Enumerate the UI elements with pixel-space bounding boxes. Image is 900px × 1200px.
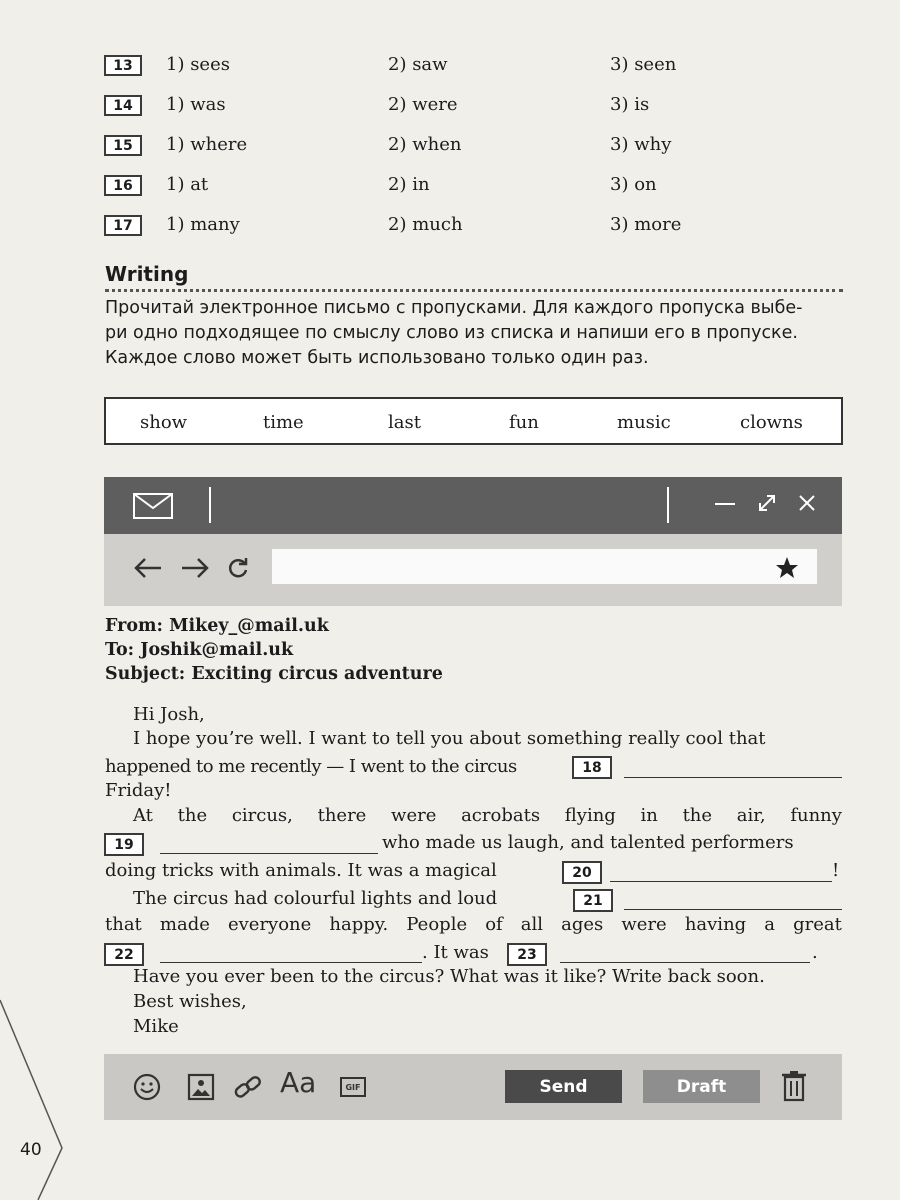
word: ages <box>561 914 604 935</box>
back-arrow-icon[interactable] <box>133 556 163 580</box>
word: air, <box>736 805 766 826</box>
word-option: music <box>617 412 671 433</box>
mail-punctuation: . <box>812 942 818 963</box>
answer-line[interactable] <box>624 777 842 778</box>
mail-punctuation: ! <box>832 860 840 881</box>
word: At <box>133 805 153 826</box>
minimize-icon[interactable] <box>713 494 737 514</box>
option-1: 1) many <box>166 214 240 235</box>
answer-line[interactable] <box>610 881 832 882</box>
answer-line[interactable] <box>560 962 810 963</box>
instruction-line: Прочитай электронное письмо с пропусками. Для каждого пропуска выбе- <box>105 298 803 318</box>
word: great <box>793 914 842 935</box>
mail-line: happened to me recently — I went to the circus <box>105 756 517 777</box>
word: People <box>406 914 468 935</box>
answer-line[interactable] <box>624 909 842 910</box>
star-icon[interactable] <box>775 556 799 579</box>
gap-number: 18 <box>572 756 612 779</box>
option-3: 3) is <box>610 94 650 115</box>
mail-line <box>133 805 842 826</box>
instruction-line: ри одно подходящее по смыслу слово из списка и напиши его в пропуске. <box>105 323 798 343</box>
mail-line: who made us laugh, and talented performers <box>382 832 794 853</box>
option-1: 1) at <box>166 174 209 195</box>
gap-number: 20 <box>562 861 602 884</box>
emoji-icon[interactable] <box>133 1073 161 1101</box>
gap-number: 19 <box>104 833 144 856</box>
address-bar[interactable] <box>272 549 817 584</box>
titlebar-divider <box>209 487 211 523</box>
mail-subject: Subject: Exciting circus adventure <box>105 664 443 684</box>
word: the <box>682 805 713 826</box>
word-option: clowns <box>740 412 803 433</box>
instruction-line: Каждое слово может быть использовано только один раз. <box>105 348 649 368</box>
image-icon[interactable] <box>187 1073 215 1101</box>
font-format-icon[interactable]: Aa <box>280 1066 317 1099</box>
word: all <box>520 914 544 935</box>
send-button[interactable]: Send <box>505 1070 622 1103</box>
option-2: 2) in <box>388 174 430 195</box>
option-1: 1) where <box>166 134 248 155</box>
gap-number: 22 <box>104 943 144 966</box>
word: in <box>640 805 658 826</box>
link-icon[interactable] <box>233 1073 263 1101</box>
option-3: 3) on <box>610 174 657 195</box>
titlebar-divider <box>667 487 669 523</box>
section-title: Writing <box>105 262 189 286</box>
word: having <box>684 914 747 935</box>
option-1: 1) sees <box>166 54 230 75</box>
gap-number: 23 <box>507 943 547 966</box>
option-2: 2) were <box>388 94 458 115</box>
page-tab-outline <box>0 980 70 1200</box>
page-number: 40 <box>20 1140 42 1160</box>
maximize-icon[interactable] <box>756 492 778 514</box>
envelope-icon <box>133 493 173 519</box>
mail-to: To: Joshik@mail.uk <box>105 640 294 660</box>
mail-line <box>105 914 842 935</box>
word-option: last <box>388 412 421 433</box>
word: happy. <box>329 914 389 935</box>
word: were <box>621 914 667 935</box>
question-number: 15 <box>104 135 142 156</box>
mail-line: Friday! <box>105 780 172 801</box>
close-icon[interactable] <box>797 493 817 513</box>
option-2: 2) much <box>388 214 463 235</box>
word: circus, <box>231 805 293 826</box>
word: that <box>105 914 142 935</box>
word-bank <box>104 397 843 445</box>
mail-closing: Best wishes, <box>133 991 247 1012</box>
option-3: 3) seen <box>610 54 677 75</box>
mail-line: I hope you’re well. I want to tell you about something really cool that <box>133 728 766 749</box>
option-1: 1) was <box>166 94 226 115</box>
option-3: 3) more <box>610 214 682 235</box>
answer-line[interactable] <box>160 853 378 854</box>
mail-line: . It was <box>422 942 489 963</box>
mail-greeting: Hi Josh, <box>133 704 205 725</box>
question-number: 16 <box>104 175 142 196</box>
option-2: 2) saw <box>388 54 448 75</box>
word: made <box>159 914 210 935</box>
mail-signature: Mike <box>133 1016 179 1037</box>
question-number: 17 <box>104 215 142 236</box>
forward-arrow-icon[interactable] <box>180 556 210 580</box>
word: a <box>764 914 776 935</box>
option-2: 2) when <box>388 134 462 155</box>
answer-line[interactable] <box>160 962 422 963</box>
word: everyone <box>227 914 312 935</box>
gif-icon[interactable]: GIF <box>340 1077 366 1097</box>
word-option: fun <box>509 412 539 433</box>
word: acrobats <box>461 805 541 826</box>
mail-line: The circus had colourful lights and loud <box>133 888 498 909</box>
dotted-divider <box>105 289 843 292</box>
mail-line: Have you ever been to the circus? What was it like? Write back soon. <box>133 966 765 987</box>
option-3: 3) why <box>610 134 672 155</box>
mail-line: doing tricks with animals. It was a magical <box>105 860 497 881</box>
word: there <box>317 805 367 826</box>
instructions <box>105 296 850 371</box>
question-number: 13 <box>104 55 142 76</box>
word: flying <box>564 805 616 826</box>
word: were <box>391 805 437 826</box>
word: of <box>485 914 503 935</box>
gap-number: 21 <box>573 889 613 912</box>
trash-icon[interactable] <box>781 1070 807 1102</box>
word-option: show <box>140 412 188 433</box>
word-option: time <box>263 412 304 433</box>
mail-from: From: Mikey_@mail.uk <box>105 616 329 636</box>
question-number: 14 <box>104 95 142 116</box>
word: the <box>177 805 208 826</box>
word: funny <box>790 805 842 826</box>
reload-icon[interactable] <box>226 556 250 580</box>
draft-button[interactable]: Draft <box>643 1070 760 1103</box>
